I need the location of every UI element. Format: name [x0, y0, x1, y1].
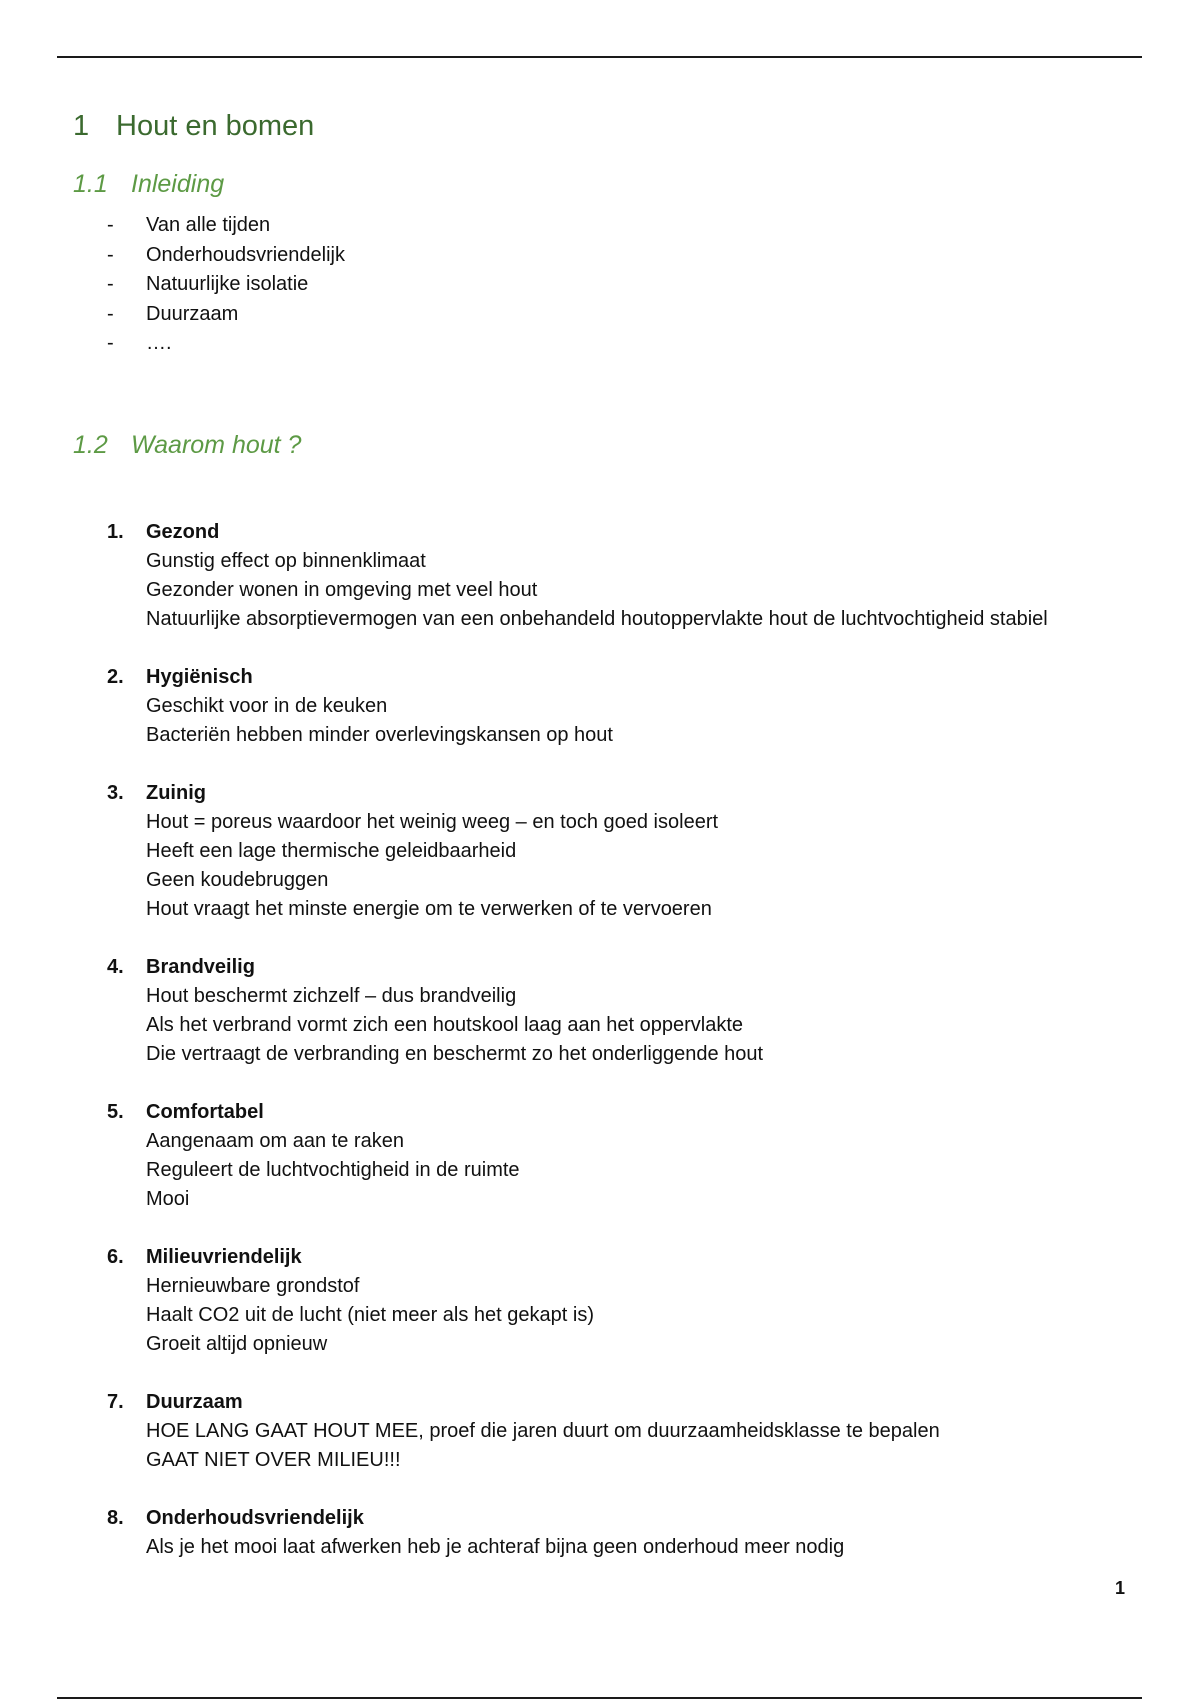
- reason-number: 3.: [107, 782, 124, 804]
- reason-milieuvriendelijk: [107, 1243, 1048, 1359]
- reason-zuinig: [107, 779, 1048, 924]
- reason-line: Bacteriën hebben minder overlevingskansen op hout: [146, 724, 613, 746]
- reason-brandveilig: [107, 953, 1048, 1069]
- reason-title: [107, 1098, 1048, 1127]
- section-heading-inleiding: [73, 170, 224, 199]
- reason-line: Reguleert de luchtvochtigheid in de ruimte: [146, 1159, 520, 1181]
- list-item-text: Van alle tijden: [146, 214, 271, 236]
- reason-number: 5.: [107, 1101, 124, 1123]
- reason-line: Als je het mooi laat afwerken heb je achteraf bijna geen onderhoud meer nodig: [146, 1536, 845, 1558]
- reason-line: Haalt CO2 uit de lucht (niet meer als het gekapt is): [146, 1304, 594, 1326]
- reason-title: [107, 1504, 1048, 1533]
- reason-line: Hout vraagt het minste energie om te verwerken of te vervoeren: [146, 898, 712, 920]
- chapter-heading: [73, 110, 314, 143]
- reason-line: Gezonder wonen in omgeving met veel hout: [146, 579, 538, 601]
- reason-title-text: Milieuvriendelijk: [146, 1246, 302, 1268]
- list-item-text: Onderhoudsvriendelijk: [146, 243, 346, 266]
- list-dash: -: [107, 214, 114, 236]
- chapter-title: Hout en bomen: [116, 110, 315, 142]
- reason-title: [107, 953, 1048, 982]
- reason-line: Heeft een lage thermische geleidbaarheid: [146, 840, 517, 862]
- reason-comfortabel: [107, 1098, 1048, 1214]
- reason-number: 4.: [107, 956, 124, 978]
- list-item: [107, 300, 345, 330]
- reason-line: HOE LANG GAAT HOUT MEE, proef die jaren duurt om duurzaamheidsklasse te bepalen: [146, 1420, 940, 1442]
- reason-number: 7.: [107, 1391, 124, 1413]
- reason-title-text: Comfortabel: [146, 1101, 264, 1123]
- reason-line: Hernieuwbare grondstof: [146, 1275, 360, 1297]
- list-item-text: Duurzaam: [146, 302, 239, 325]
- section-heading-waarom-hout: [73, 431, 301, 460]
- list-item: [107, 211, 345, 241]
- reason-title: [107, 1388, 1048, 1417]
- reason-line: Groeit altijd opnieuw: [146, 1333, 328, 1355]
- reason-hygienisch: [107, 663, 1048, 750]
- reason-line: Als het verbrand vormt zich een houtskool laag aan het oppervlakte: [146, 1014, 744, 1036]
- header-rule: [57, 56, 1142, 58]
- reason-line: Geschikt voor in de keuken: [146, 695, 388, 717]
- reason-title-text: Brandveilig: [146, 956, 255, 978]
- page-number: 1: [1114, 1578, 1125, 1598]
- reason-number: 2.: [107, 666, 124, 688]
- reason-title-text: Gezond: [146, 521, 220, 543]
- reason-line: Die vertraagt de verbranding en beschermt zo het onderliggende hout: [146, 1043, 764, 1065]
- list-dash: -: [107, 302, 114, 325]
- section-title: Waarom hout ?: [131, 431, 302, 459]
- reason-duurzaam: [107, 1388, 1048, 1475]
- reason-line: Geen koudebruggen: [146, 869, 329, 891]
- reason-title-text: Hygiënisch: [146, 666, 253, 688]
- list-item: [107, 329, 345, 359]
- reason-title-text: Onderhoudsvriendelijk: [146, 1507, 364, 1529]
- reason-line: Natuurlijke absorptievermogen van een onbehandeld houtoppervlakte hout de luchtvochtigheid stabiel: [146, 608, 1048, 630]
- list-dash: -: [107, 273, 114, 295]
- list-item-text: Natuurlijke isolatie: [146, 273, 309, 295]
- reason-onderhoudsvriendelijk: [107, 1504, 1048, 1562]
- reason-line: Hout beschermt zichzelf – dus brandveilig: [146, 985, 517, 1007]
- list-item-text: ….: [146, 332, 172, 354]
- reason-line: Mooi: [146, 1188, 190, 1210]
- reason-line: GAAT NIET OVER MILIEU!!!: [146, 1449, 401, 1471]
- chapter-number: 1: [73, 110, 90, 142]
- reason-number: 6.: [107, 1246, 124, 1268]
- section-title: Inleiding: [131, 170, 225, 198]
- reason-gezond: [107, 518, 1048, 634]
- reason-number: 1.: [107, 521, 124, 543]
- reason-title: [107, 1243, 1048, 1272]
- intro-list: [107, 211, 345, 359]
- reason-number: 8.: [107, 1507, 124, 1529]
- reason-title: [107, 663, 1048, 692]
- list-item: [107, 270, 345, 300]
- list-dash: -: [107, 332, 114, 354]
- reasons-list: [107, 518, 1048, 1562]
- section-number: 1.1: [73, 170, 108, 198]
- reason-line: Hout = poreus waardoor het weinig weeg – en toch goed isoleert: [146, 811, 719, 833]
- section-number: 1.2: [73, 431, 108, 459]
- reason-title: [107, 779, 1048, 808]
- list-item: [107, 241, 345, 271]
- reason-line: Aangenaam om aan te raken: [146, 1130, 404, 1152]
- reason-title-text: Duurzaam: [146, 1391, 243, 1413]
- reason-line: Gunstig effect op binnenklimaat: [146, 550, 426, 572]
- reason-title-text: Zuinig: [146, 782, 206, 804]
- reason-title: [107, 518, 1048, 547]
- footer-rule: [57, 1697, 1142, 1699]
- list-dash: -: [107, 243, 114, 266]
